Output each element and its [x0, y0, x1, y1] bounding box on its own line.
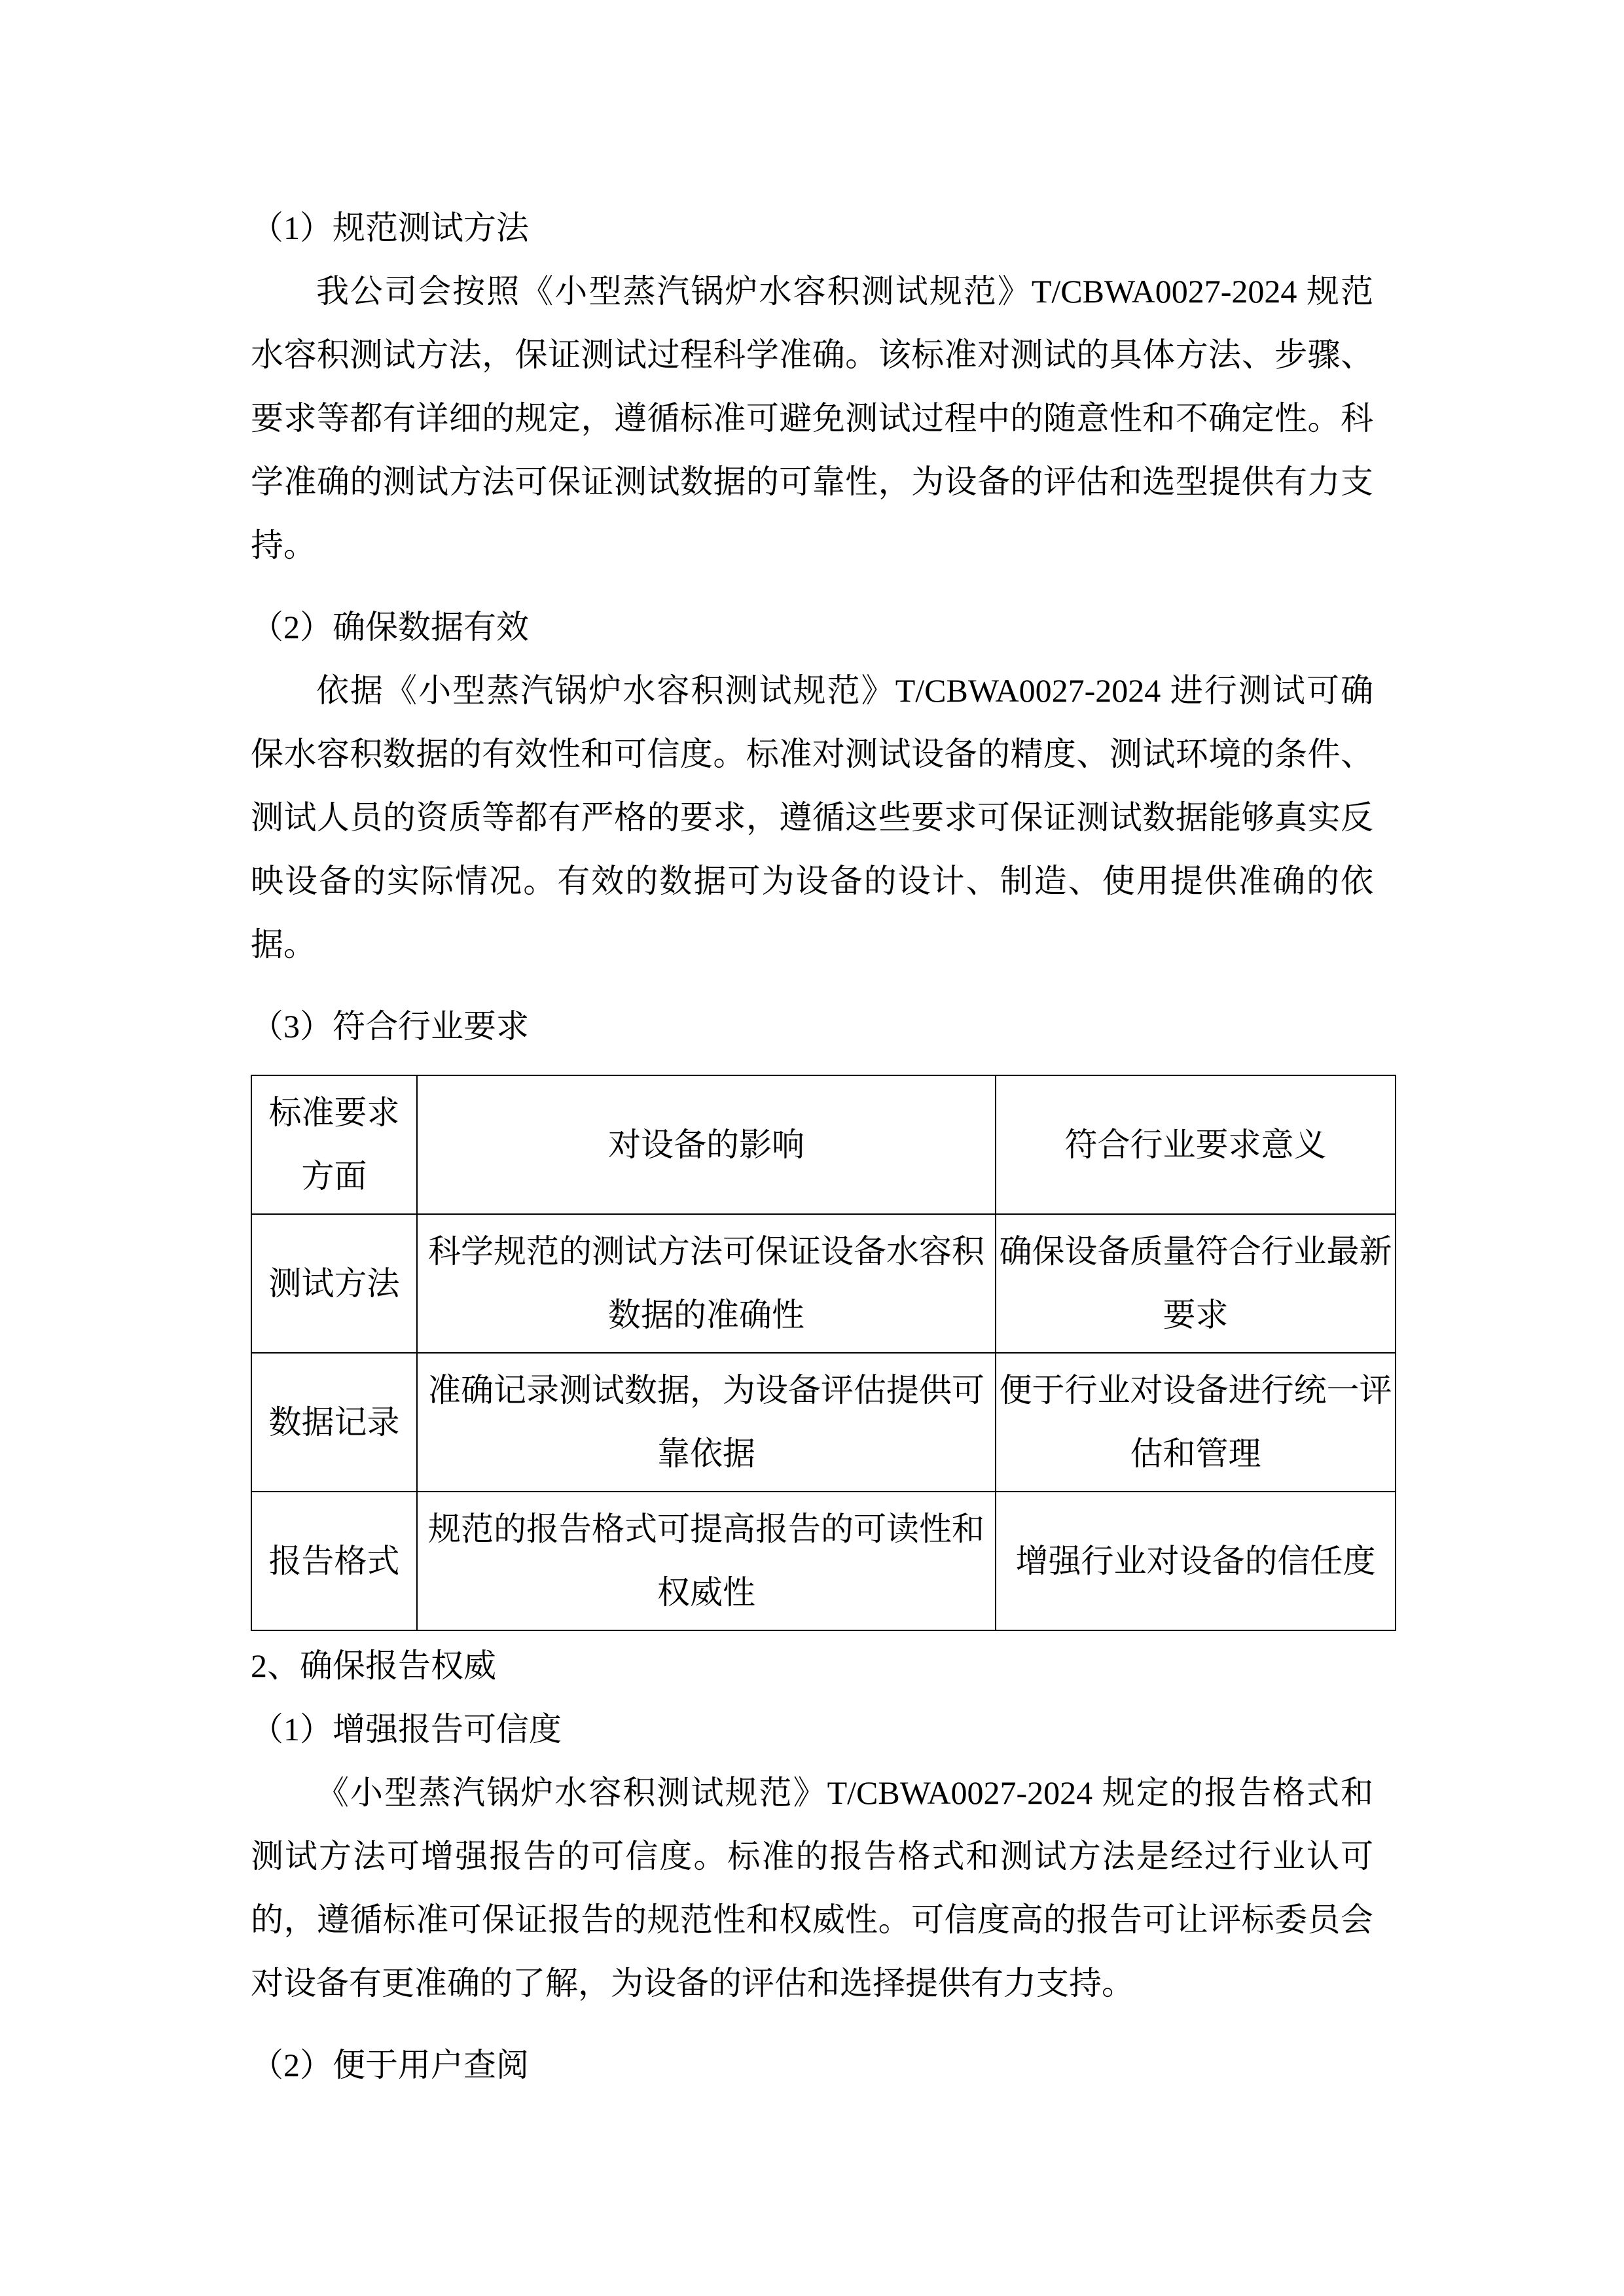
- table-cell-aspect: 报告格式: [251, 1492, 417, 1630]
- table-cell-impact: 规范的报告格式可提高报告的可读性和权威性: [417, 1492, 996, 1630]
- section-heading-test-method: （1）规范测试方法: [251, 209, 529, 246]
- paragraph-test-method: 我公司会按照《小型蒸汽锅炉水容积测试规范》T/CBWA0027-2024 规范水容积测试方法，保证测试过程科学准确。该标准对测试的具体方法、步骤、要求等都有详细的规定，遵循标准可避免测试过程中的随意性和不确定性。科学准确的测试方法可保证测试数据的可靠性，为设备的评估和选型提供有力支持。: [251, 273, 1373, 564]
- paragraph-report-credibility: 《小型蒸汽锅炉水容积测试规范》T/CBWA0027-2024 规定的报告格式和测试方法可增强报告的可信度。标准的报告格式和测试方法是经过行业认可的，遵循标准可保证报告的规范性和权威性。可信度高的报告可让评标委员会对设备有更准确的了解，为设备的评估和选择提供有力支持。: [251, 1774, 1373, 2001]
- table-cell-aspect: 测试方法: [251, 1214, 417, 1353]
- table-cell-significance: 确保设备质量符合行业最新要求: [996, 1214, 1396, 1353]
- industry-requirements-table: [251, 1075, 1396, 1631]
- table-header-impact: 对设备的影响: [417, 1075, 996, 1214]
- table-header-significance: 符合行业要求意义: [996, 1075, 1396, 1214]
- table-header-row: [251, 1075, 1396, 1214]
- table-row: [251, 1353, 1396, 1492]
- section-heading-user-reference: （2）便于用户查阅: [251, 2047, 529, 2083]
- paragraph-data-validity: 依据《小型蒸汽锅炉水容积测试规范》T/CBWA0027-2024 进行测试可确保水容积数据的有效性和可信度。标准对测试设备的精度、测试环境的条件、测试人员的资质等都有严格的要求，遵循这些要求可保证测试数据能够真实反映设备的实际情况。有效的数据可为设备的设计、制造、使用提供准确的依据。: [251, 672, 1373, 963]
- table-header-aspect: 标准要求方面: [251, 1075, 417, 1214]
- table-row: [251, 1492, 1396, 1630]
- table-cell-impact: 科学规范的测试方法可保证设备水容积数据的准确性: [417, 1214, 996, 1353]
- table-cell-significance: 增强行业对设备的信任度: [996, 1492, 1396, 1630]
- table-cell-impact: 准确记录测试数据，为设备评估提供可靠依据: [417, 1353, 996, 1492]
- section-heading-industry-requirements: （3）符合行业要求: [251, 1008, 529, 1045]
- section-heading-data-validity: （2）确保数据有效: [251, 609, 529, 645]
- section-heading-report-credibility: （1）增强报告可信度: [251, 1711, 562, 1748]
- table-cell-aspect: 数据记录: [251, 1353, 417, 1492]
- table-row: [251, 1214, 1396, 1353]
- section-heading-report-authority: 2、确保报告权威: [251, 1647, 496, 1684]
- table-cell-significance: 便于行业对设备进行统一评估和管理: [996, 1353, 1396, 1492]
